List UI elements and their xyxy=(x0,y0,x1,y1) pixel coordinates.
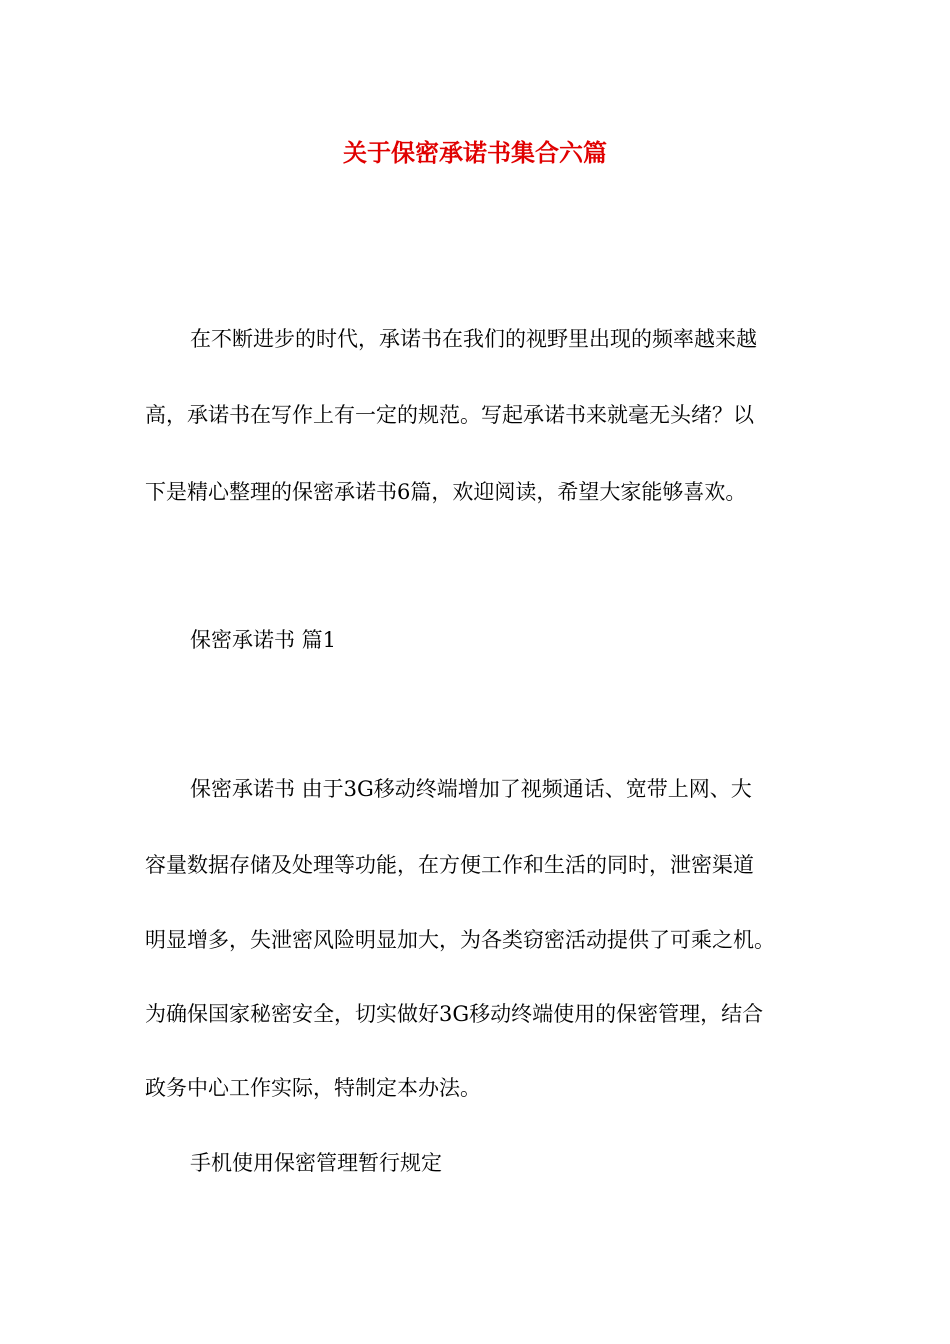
body-line-2: 容量数据存储及处理等功能，在方便工作和生活的同时，泄密渠道 xyxy=(145,853,754,877)
body-line-1: 保密承诺书 由于3G移动终端增加了视频通话、宽带上网、大 xyxy=(190,777,752,801)
document-title: 关于保密承诺书集合六篇 xyxy=(343,138,607,167)
intro-line-1: 在不断进步的时代，承诺书在我们的视野里出现的频率越来越 xyxy=(190,327,757,351)
section-heading: 保密承诺书 篇1 xyxy=(190,628,337,652)
intro-line-2: 高，承诺书在写作上有一定的规范。写起承诺书来就毫无头绪？以 xyxy=(145,403,754,427)
body-line-5: 政务中心工作实际，特制定本办法。 xyxy=(145,1076,481,1100)
subheading: 手机使用保密管理暂行规定 xyxy=(190,1151,442,1175)
body-line-4: 为确保国家秘密安全，切实做好3G移动终端使用的保密管理，结合 xyxy=(145,1002,764,1026)
body-line-3: 明显增多，失泄密风险明显加大，为各类窃密活动提供了可乘之机。 xyxy=(145,928,775,952)
intro-line-3: 下是精心整理的保密承诺书6篇，欢迎阅读，希望大家能够喜欢。 xyxy=(145,480,747,504)
